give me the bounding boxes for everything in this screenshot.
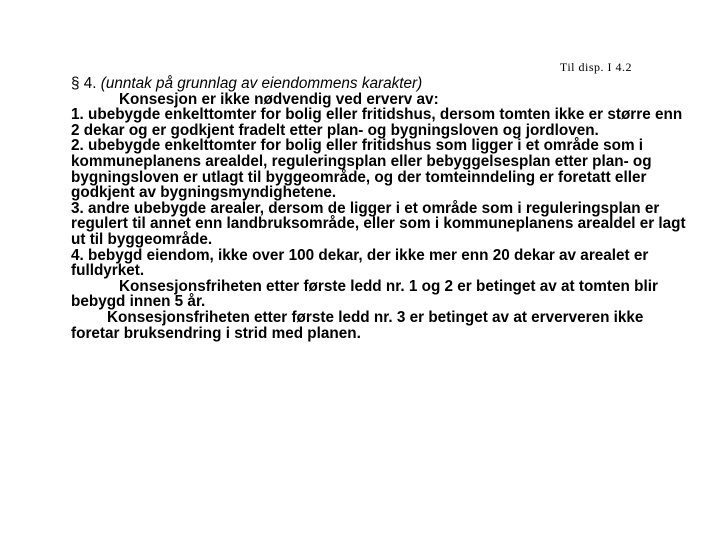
law-text [71, 76, 686, 341]
list-item-3: 3. andre ubebygde arealer, dersom de ligger i et område som i reguleringsplan er regulert til annet enn landbruksområde, eller som i kommuneplanens arealdel er lagt ut til byggeområde. [71, 199, 686, 248]
list-item-4: 4. bebygd eiendom, ikke over 100 dekar, der ikke mer enn 20 dekar av arealet er fulldyrket. [71, 246, 649, 280]
section-number: § 4. [71, 75, 97, 92]
condition-paragraph-2: Konsesjonsfriheten etter første ledd nr. 3 er betinget av at erververen ikke foretar bruksendring i strid med planen. [71, 308, 644, 342]
intro-sentence: Konsesjon er ikke nødvendig ved erverv av: [119, 90, 439, 108]
section-title: (unntak på grunnlag av eiendommens karakter) [100, 75, 423, 92]
list-item-1: 1. ubebygde enkelttomter for bolig eller fritidshus, dersom tomten ikke er større enn 2 dekar og er godkjent fradelt etter plan- og bygningsloven og jordloven. [71, 106, 683, 139]
document-reference: Til disp. I 4.2 [559, 60, 632, 74]
condition-paragraph-1: Konsesjonsfriheten etter første ledd nr. 1 og 2 er betinget av at tomten blir bebygd innen 5 år. [71, 277, 658, 311]
section-heading [71, 76, 686, 92]
list-item-2: 2. ubebygde enkelttomter for bolig eller fritidshus som ligger i et område som i kommuneplanens arealdel, reguleringsplan eller bebyggelsesplan etter plan- og bygningsloven er utlagt til byggeområde, og der tomteinndeling er foretatt eller godkjent av bygningsmyndighetene. [71, 137, 652, 202]
